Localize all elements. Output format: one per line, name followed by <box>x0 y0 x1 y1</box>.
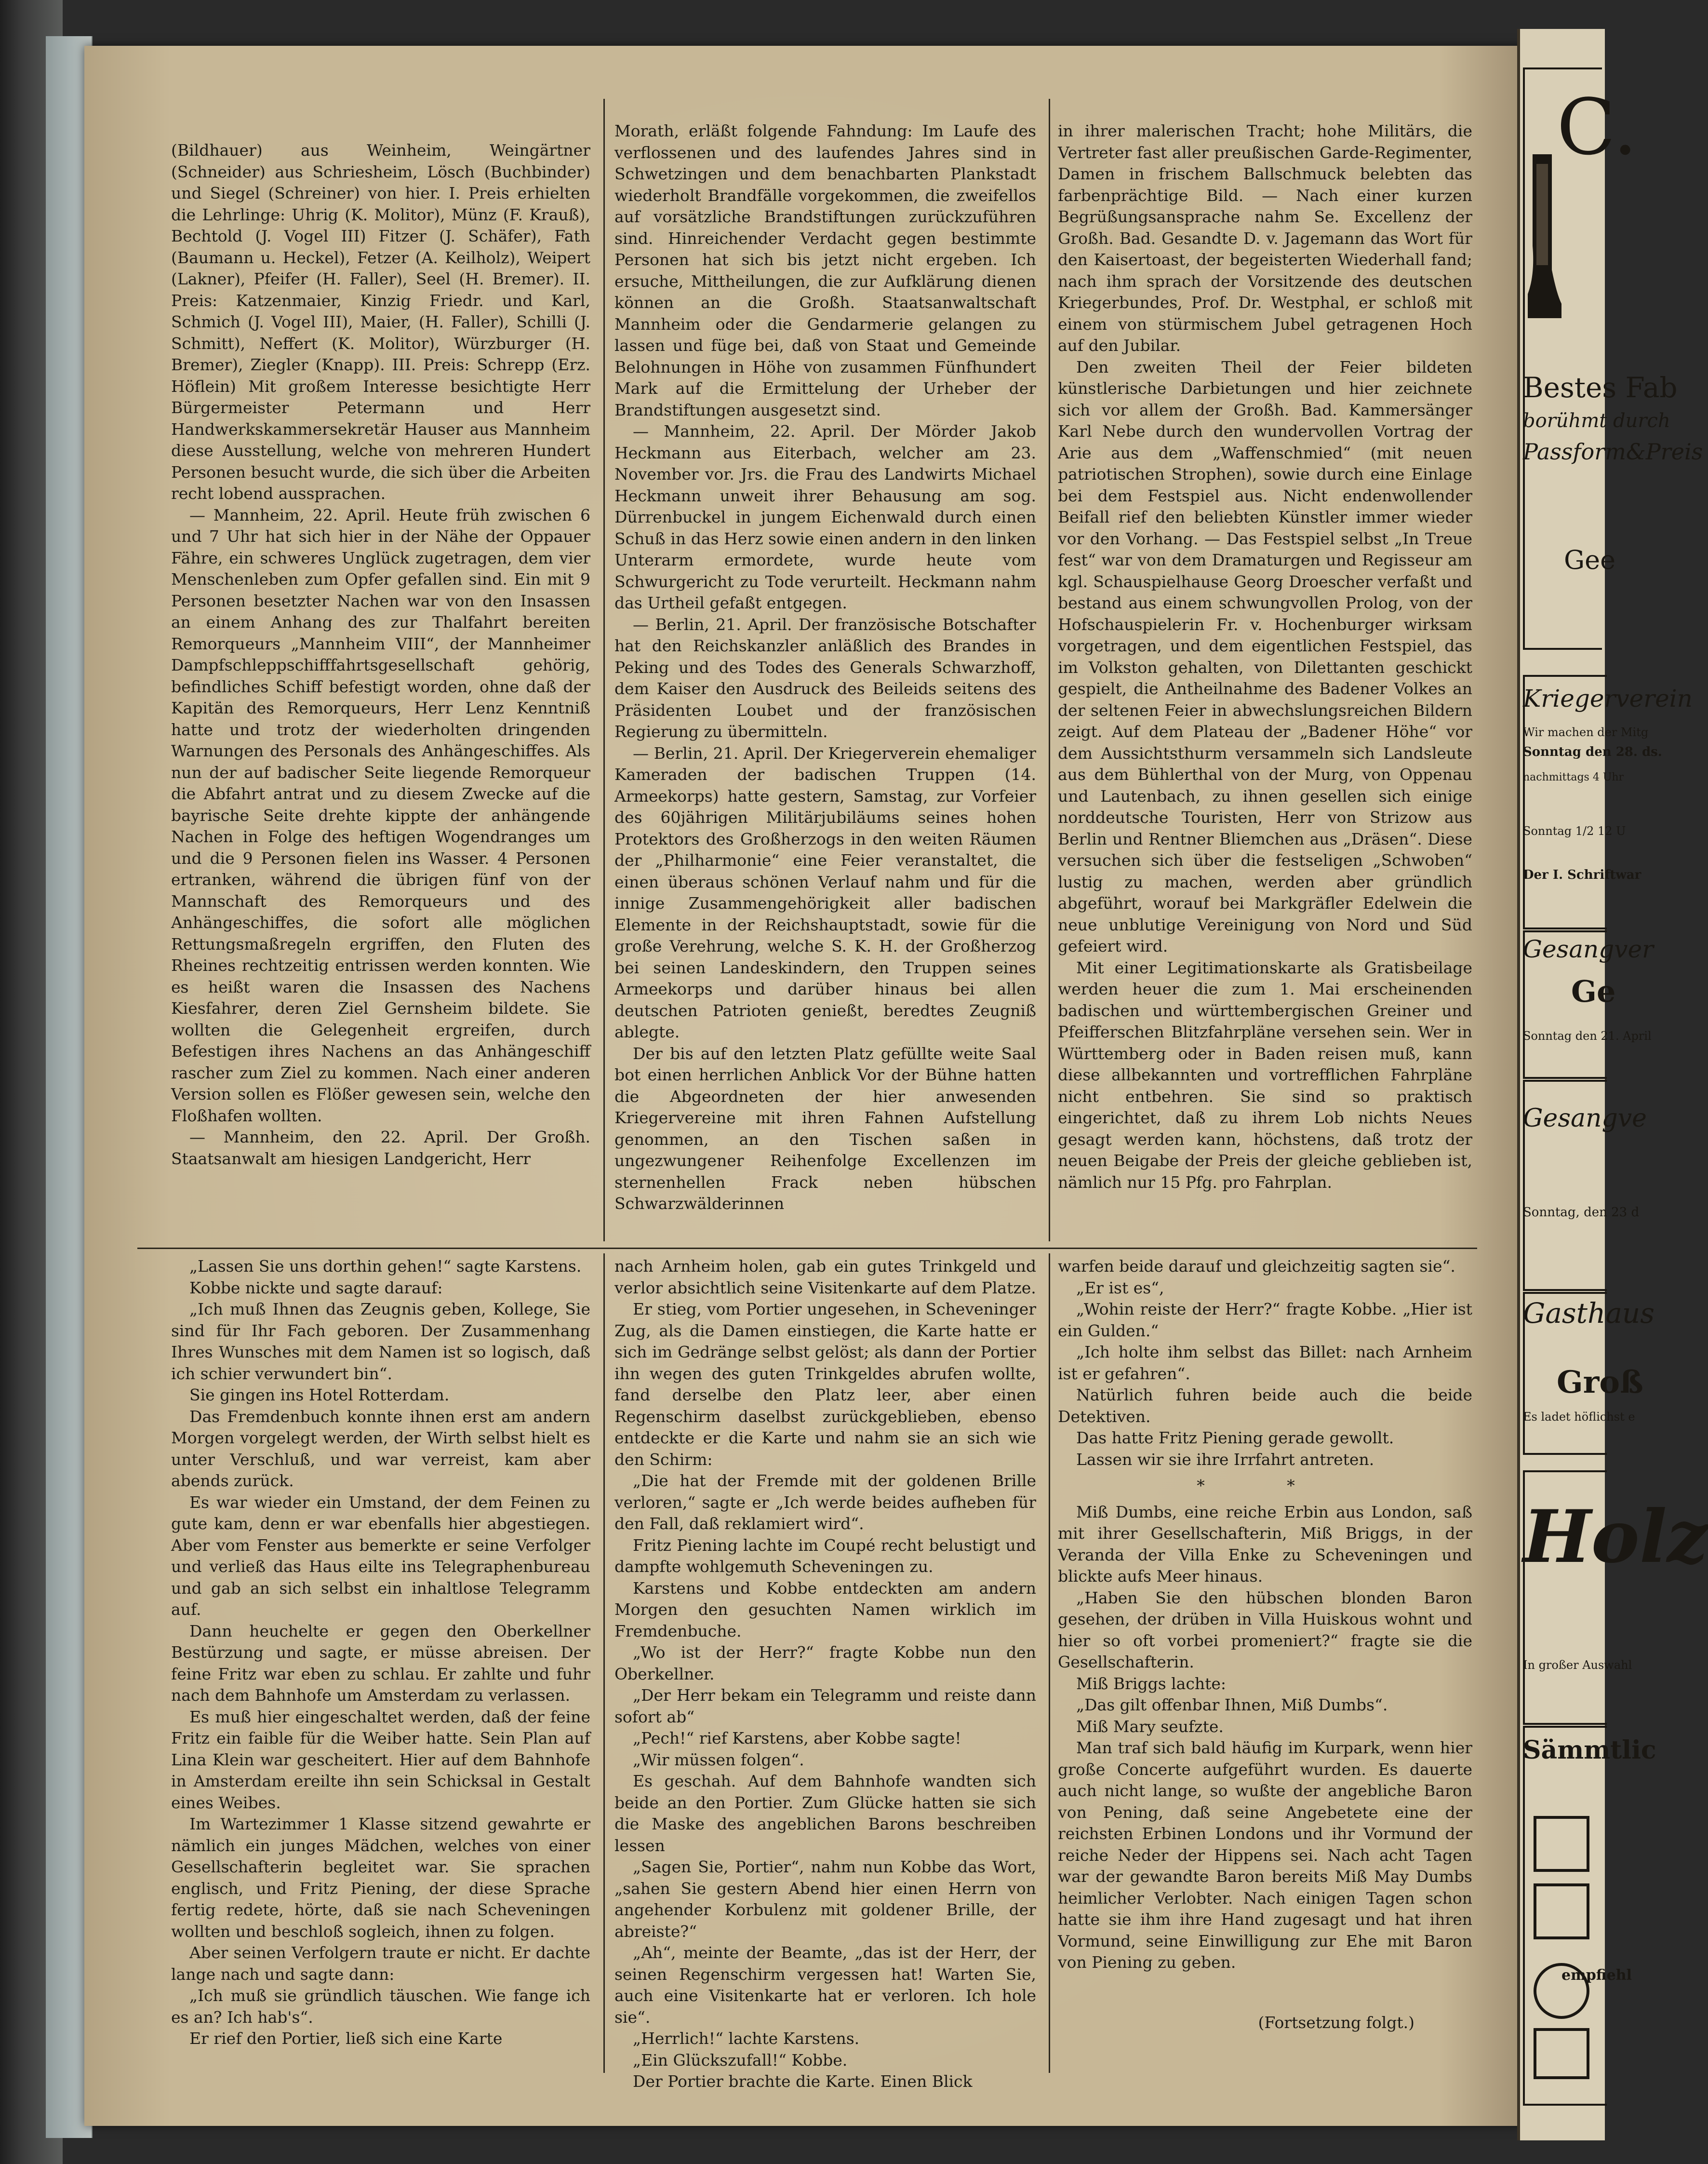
story-paragraph: Natürlich fuhren beide auch die beide Detektiven. <box>1058 1385 1472 1426</box>
ad-text: Sonntag, den 23 d <box>1523 1205 1640 1220</box>
story-paragraph: Lassen wir sie ihre Irrfahrt antreten. <box>1076 1450 1374 1469</box>
story-paragraph: „Haben Sie den hübschen blonden Baron gesehen, der drüben in Villa Huiskous wohnt und hier so oft vorbei promeniert?“ fragte sie die Gesellschafterin. <box>1058 1588 1472 1671</box>
ad-text: Sonntag 1/2 12 U <box>1523 824 1626 838</box>
ad-heading: Gesangve <box>1523 1104 1647 1133</box>
news-paragraph: — Berlin, 21. April. Der französische Botschafter hat den Reichskanzler anläßlich des Brandes in Peking und des Todes des Generals Schwarzhoff, dem Kaiser den Ausdruck des Beileids seitens des Präsidenten Loubet und der französischen Regierung zu übermitteln. <box>614 615 1036 741</box>
story-paragraph: „Sagen Sie, Portier“, nahm nun Kobbe das Wort, „sahen Sie gestern Abend hier einen Herrn von angehender Korbulenz mit goldener Brille, der abreiste?“ <box>614 1857 1036 1941</box>
story-paragraph: „Lassen Sie uns dorthin gehen!“ sagte Karstens. <box>189 1257 582 1276</box>
story-paragraph: Er rief den Portier, ließ sich eine Karte <box>189 2029 503 2048</box>
story-paragraph: „Pech!“ rief Karstens, aber Kobbe sagte! <box>633 1729 961 1747</box>
story-paragraph: Kobbe nickte und sagte darauf: <box>189 1278 443 1297</box>
story-paragraph: Es geschah. Auf dem Bahnhofe wandten sich beide an den Portier. Zum Glücke hatten sie sich die Maske des angeblichen Barons beschreiben lessen <box>614 1772 1036 1855</box>
news-paragraph: — Mannheim, 22. April. Heute früh zwischen 6 und 7 Uhr hat sich hier in der Nähe der Oppauer Fähre, ein schweres Unglück zugetragen, dem vier Menschenleben zum Opfer gefallen sind. Ein mit 9 Personen besetzter Nachen war von den Insassen an einem Anhang des zur Thalfahrt bereiten Remorqueurs „Mannheim VIII“, der Mannheimer Dampfschleppschifffahrtsgesellschaft gehörig, befindliches Schiff befestigt worden, ohne daß der Kapitän des Remorqueurs, Herr Lenz Kenntniß hatte und trotz der wiederholten dringenden Warnungen des Personals des Anhängeschiffes. Als nun der auf badischer Seite liegende Remorqueur die Abfahrt antrat und zu diesem Zwecke auf die bayrische Seite drehte kippte der anhängende Nachen in Folge des heftigen Wogendranges um und die 9 Personen fielen ins Wasser. 4 Personen ertranken, während die übrigen fünf von der Mannschaft des Remorqueurs und des Anhängeschiffes, die sofort alle möglichen Rettungsmaßregeln ergriffen, den Fluten des Rheines rechtzeitig entrissen werden konnten. Wie es heißt waren die Insassen des Nachens Kiesfahrer, deren Ziel Gernsheim bildete. Sie wollten die Gelegenheit ergreifen, durch Befestigen ihres Nachens an das Anhängeschiff rascher zum Ziel zu kommen. Nach einer anderen Version sollen es Flößer gewesen sein, welche den Floßhafen wollten. <box>171 505 590 1125</box>
story-paragraph: Fritz Piening lachte im Coupé recht belustigt und dampfte wohlgemuth Scheveningen zu. <box>614 1535 1036 1576</box>
column-rule-4 <box>1049 1253 1050 2073</box>
story-paragraph: „Ich muß Ihnen das Zeugnis geben, Kollege, Sie sind für Ihr Fach geboren. Der Zusammenhang Ihres Wunsches mit dem Namen ist so logisch, daß ich schier verwundert bin“. <box>171 1300 590 1383</box>
story-paragraph: Sie gingen ins Hotel Rotterdam. <box>189 1385 450 1404</box>
ad-heading: Groß <box>1557 1364 1643 1400</box>
news-paragraph: Den zweiten Theil der Feier bildeten künstlerische Darbietungen und hier zeichnete sich vor allem der Großh. Bad. Kammersänger Karl Nebe durch den wundervollen Vortrag der Arie aus dem „Waffenschmied“ (mit neuen patriotischen Strophen), sowie durch eine Einlage bei dem Festspiel aus. Nicht endenwollender Beifall rief den beliebten Künstler immer wieder vor den Vorhang. — Das Festspiel selbst „In Treue fest“ war von dem Dramaturgen und Regisseur am kgl. Schauspielhause Georg Droescher verfaßt und bestand aus einem schwungvollen Prolog, von der Hofschauspielerin Fr. v. Hochenburger wirksam vorgetragen, und dem eigentlichen Festspiel, das im Volkston gehalten, von Dilettanten geschickt gespielt, die Antheilnahme des Badener Volkes an der seltenen Feier in abwechslungsreichen Bildern zeigt. Auf dem Plateau der „Badener Höhe“ vor dem Aussichtsthurm versammeln sich Landsleute aus dem Bühlerthal von der Murg, von Oppenau und Lautenbach, zu ihnen gesellen sich einige norddeutsche Touristen, Herr von Strizow aus Berlin und Rentner Bliemchen aus „Dräsen“. Diese versuchen sich über die festseligen „Schwoben“ lustig zu machen, werden aber gründlich abgeführt, worauf bei Markgräfler Edelwein die neue unblutige Vereinigung von Nord und Süd gefeiert wird. <box>1058 357 1472 955</box>
ad-heading: Kriegerverein <box>1523 685 1693 712</box>
news-paragraph: in ihrer malerischen Tracht; hohe Militärs, die Vertreter fast aller preußischen Garde-Regimenter, Damen in frischem Ballschmuck belebten das farbenprächtige Bild. — Nach einer kurzen Begrüßungsansprache nahm Se. Excellenz der Großh. Bad. Gesandte D. v. Jagemann das Wort für den Kaisertoast, der begeisterten Wiederhall fand; nach ihm sprach der Vorsitzende des deutschen Kriegerbundes, Prof. Dr. Westphal, er schloß mit einem von stürmischem Jubel getragenen Hoch auf den Jubilar. <box>1058 121 1472 355</box>
ad-text: Gee <box>1564 545 1616 575</box>
news-paragraph: Mit einer Legitimationskarte als Gratisbeilage werden heuer die zum 1. Mai erscheinenden badischen und württembergischen Greiner und Pfeifferschen Blitzfahrpläne versehen sein. Wer in Württemberg oder in Baden reisen muß, kann diese allbekannten und vortrefflichen Fahrpläne nicht entbehren. Sie sind so praktisch eingerichtet, daß zu ihrem Lob nichts Neues gesagt werden kann, höchstens, daß trotz der neuen Beigabe der Preis der gleiche geblieben ist, nämlich nur 15 Pfg. pro Fahrplan. <box>1058 958 1472 1192</box>
story-paragraph: „Er ist es“, <box>1076 1278 1164 1297</box>
news-paragraph: Der bis auf den letzten Platz gefüllte weite Saal bot einen herrlichen Anblick Vor der Bühne hatten die Abgeordneten der hier anwesenden Kriegervereine mit ihren Fahnen Aufstellung genommen, an den Tischen saßen in ungezwungener Reihenfolge Excellenzen im sternenhellen Frack neben hübschen Schwarzwälderinnen <box>614 1044 1036 1213</box>
ad-heading: Sämmtlic <box>1523 1735 1656 1765</box>
ad-text: Wir machen der Mitg <box>1523 726 1649 739</box>
story-paragraph: „Ein Glückszufall!“ Kobbe. <box>633 2050 848 2070</box>
news-paragraph: — Mannheim, den 22. April. Der Großh. Staatsanwalt am hiesigen Landgericht, Herr <box>171 1128 590 1168</box>
story-paragraph: Er stieg, vom Portier ungesehen, in Scheveninger Zug, als die Damen einstiegen, die Karte hatte er sich im Gedränge selbst gelöst; als dann der Portier ihn wegen des guten Trinkgeldes abrufen wollte, fand derselbe den Platz leer, aber einen Regenschirm daselbst zurückgeblieben, ebenso entdeckte er die Karte und nahm sie an sich wie den Schirm: <box>614 1300 1036 1469</box>
story-column-2 <box>614 1256 1036 2091</box>
story-paragraph: „Wir müssen folgen“. <box>633 1750 804 1769</box>
story-paragraph: Es muß hier eingeschaltet werden, daß der feine Fritz ein faible für die Weiber hatte. Sein Plan auf Lina Klein war gescheitert. Hier auf dem Bahnhofe in Amsterdam ereilte ihn sein Schicksal in Gestalt eines Weibes. <box>171 1707 590 1812</box>
story-paragraph: Dann heuchelte er gegen den Oberkellner Bestürzung und sagte, er müsse abreisen. Der feine Fritz war eben zu schlau. Er zahlte und fuhr nach dem Bahnhofe um Amsterdam zu verlassen. <box>171 1621 590 1705</box>
ad-text: empfiehl <box>1561 1967 1632 1984</box>
ad-text: Sonntag den 21. April <box>1523 1029 1652 1043</box>
news-paragraph: (Bildhauer) aus Weinheim, Weingärtner (Schneider) aus Schriesheim, Lösch (Buchbinder) und Siegel (Schreiner) von hier. I. Preis erhielten die Lehrlinge: Uhrig (K. Molitor), Münz (F. Krauß), Bechtold (J. Vogel III) Fitzer (J. Schäfer), Fath (Baumann u. Heckel), Fetzer (A. Keilholz), Weipert (Lakner), Pfeifer (H. Faller), Seel (H. Bremer). II. Preis: Katzenmaier, Kinzig Friedr. und Karl, Schmich (J. Vogel III), Maier, (H. Faller), Schilli (J. Schmitt), Neffert (K. Molitor), Würzburger (H. Bremer), Ziegler (Knapp). III. Preis: Schrepp (Erz. Höflein) Mit großem Interesse besichtigte Herr Bürgermeister Petermann und Herr Handwerkskammersekretär Hauser aus Mannheim diese Ausstellung, welche von mehreren Hundert Personen besucht wurde, die sich über die Arbeiten recht lobend aussprachen. <box>171 141 590 503</box>
ad-text: nachmittags 4 Uhr <box>1523 771 1624 783</box>
ad-box-verein <box>1523 675 1607 929</box>
ad-text: Bestes Fab <box>1523 371 1678 404</box>
ad-heading: Gesangver <box>1523 935 1654 963</box>
story-paragraph: „Die hat der Fremde mit der goldenen Brille verloren,“ sagte er „Ich werde beides aufheben für den Fall, daß reklamiert wird“. <box>614 1471 1036 1533</box>
ad-heading: Ge <box>1571 974 1616 1009</box>
story-paragraph: Der Portier brachte die Karte. Einen Blick <box>633 2072 973 2091</box>
column-rule-3 <box>603 1253 605 2073</box>
ad-text: Sonntag den 28. ds. <box>1523 745 1662 759</box>
story-column-1 <box>171 1256 590 2070</box>
news-paragraph: — Mannheim, 22. April. Der Mörder Jakob Heckmann aus Eiterbach, welcher am 23. November vor. Jrs. die Frau des Landwirts Michael Heckmann unweit ihrer Behausung am sog. Dürrenbuckel in jungem Eichenwald durch einen Schuß in das Herz sowie einen andern in den linken Unterarm ermordete, wurde heute vom Schwurgericht zu Tode verurteilt. Heckmann nahm das Urtheil gefaßt entgegen. <box>614 422 1036 612</box>
ad-text: Der I. Schriftwar <box>1523 868 1641 882</box>
story-paragraph: „Wo ist der Herr?“ fragte Kobbe nun den Oberkellner. <box>614 1643 1036 1683</box>
story-paragraph: Es war wieder ein Umstand, der dem Feinen zu gute kam, denn er war ebenfalls hier abgestiegen. Aber vom Fenster aus bemerkte er seine Verfolger und verließ das Haus eilte ins Telegraphenbureau und gab an sich selbst ein inhaltlose Telegramm auf. <box>171 1492 590 1619</box>
story-paragraph: Im Wartezimmer 1 Klasse sitzend gewahrte er nämlich ein junges Mädchen, welches von einer Gesellschafterin begleitet war. Sie sprachen englisch, und Fritz Piening, der diese Sprache fertig redete, hörte, daß sie nach Scheveningen wollten und beschloß sogleich, ihnen zu folgen. <box>171 1815 590 1941</box>
story-paragraph: „Herrlich!“ lachte Karstens. <box>633 2029 860 2048</box>
story-paragraph: Miß Mary seufzte. <box>1076 1717 1224 1736</box>
ad-text: Es ladet höflichst e <box>1523 1410 1635 1424</box>
news-paragraph: Morath, erläßt folgende Fahndung: Im Laufe des verflossenen und des laufendes Jahres sind in Schwetzingen und dem benachbarten Plankstadt wiederholt Brandfälle vorgekommen, die zweifellos auf vorsätzliche Brandstiftungen zurückzuführen sind. Hinreichender Verdacht gegen bestimmte Personen hat sich bis jetzt nicht ergeben. Ich ersuche, Mittheilungen, die zur Aufklärung dienen können an die Großh. Staatsanwaltschaft Mannheim oder die Gendarmerie gelangen zu lassen und füge bei, daß von Staat und Gemeinde Belohnungen in Höhe von zusammen Fünfhundert Mark auf die Ermittelung der Urheber der Brandstiftungen ausgesetzt sind. <box>614 121 1036 419</box>
news-column-1 <box>171 140 590 1246</box>
column-rule-1 <box>603 99 605 1241</box>
story-paragraph: Miß Briggs lachte: <box>1076 1674 1227 1693</box>
boot-illustration <box>1523 149 1561 323</box>
ad-text: In großer Auswahl <box>1523 1658 1632 1672</box>
story-paragraph: Miß Dumbs, eine reiche Erbin aus London, saß mit ihrer Gesellschafterin, Miß Briggs, in der Veranda der Villa Enke zu Scheveningen und blickte aufs Meer hinaus. <box>1058 1502 1472 1586</box>
story-paragraph: Aber seinen Verfolgern traute er nicht. Er dachte lange nach und sagte dann: <box>171 1943 590 1984</box>
story-paragraph: warfen beide darauf und gleichzeitig sagten sie“. <box>1058 1257 1455 1276</box>
ad-heading: Holz <box>1523 1494 1708 1579</box>
story-paragraph: „Ich muß sie gründlich täuschen. Wie fange ich es an? Ich hab's“. <box>171 1986 590 2027</box>
story-paragraph: Karstens und Kobbe entdeckten am andern Morgen den gesuchten Namen wirklich im Fremdenbuche. <box>614 1578 1036 1640</box>
story-paragraph: „Das gilt offenbar Ihnen, Miß Dumbs“. <box>1076 1695 1388 1714</box>
story-paragraph: „Der Herr bekam ein Telegramm und reiste dann sofort ab“ <box>614 1686 1036 1726</box>
ornament-icon <box>1530 1813 1593 2083</box>
news-column-2 <box>614 121 1036 1246</box>
story-paragraph: nach Arnheim holen, gab ein gutes Trinkgeld und verlor absichtlich seine Visitenkarte auf dem Platze. <box>614 1257 1036 1297</box>
section-divider <box>137 1248 1477 1249</box>
story-paragraph: „Ah“, meinte der Beamte, „das ist der Herr, der seinen Regenschirm vergessen hat! Warten Sie, auch eine Visitenkarte hat er verloren. Ich hole sie“. <box>614 1943 1036 2027</box>
story-paragraph: „Ich holte ihm selbst das Billet: nach Arnheim ist er gefahren“. <box>1058 1343 1472 1383</box>
news-column-3 <box>1058 121 1472 1246</box>
ad-text: Passform&Preis <box>1523 439 1703 465</box>
column-rule-2 <box>1049 99 1050 1241</box>
story-paragraph: Das hatte Fritz Piening gerade gewollt. <box>1076 1428 1394 1447</box>
story-paragraph: „Wohin reiste der Herr?“ fragte Kobbe. „Hier ist ein Gulden.“ <box>1058 1300 1472 1340</box>
ad-letter: C. <box>1557 82 1638 172</box>
story-column-3 <box>1058 1256 1472 2070</box>
news-paragraph: — Berlin, 21. April. Der Kriegerverein ehemaliger Kameraden der badischen Truppen (14. Armeekorps) hatte gestern, Samstag, zur Vorfeier des 60jährigen Militärjubiläums seines hohen Protektors des Großherzogs in den weiten Räumen der „Philharmonie“ eine Feier veranstaltet, die einen überaus schönen Verlauf nahm und für die innige Zusammengehörigkeit aller badischen Elemente in der Reichshauptstadt, sowie für die große Verehrung, welche S. K. H. der Großherzog bei seinen Landeskindern, den Truppen seines Armeekorps und darüber hinaus bei allen deutschen Patrioten genießt, beredtes Zeugniß ablegte. <box>614 743 1036 1041</box>
ad-heading: Gasthaus <box>1523 1297 1655 1330</box>
ad-text: borühmt durch <box>1523 410 1670 432</box>
story-paragraph: Das Fremdenbuch konnte ihnen erst am andern Morgen vorgelegt werden, der Wirth selbst hielt es unter Verschluß, und war verreist, kam aber abends zurück. <box>171 1407 590 1490</box>
section-asterisks: * * <box>1197 1476 1334 1495</box>
to-be-continued: (Fortsetzung folgt.) <box>1258 2013 1414 2032</box>
story-paragraph: Man traf sich bald häufig im Kurpark, wenn hier große Concerte aufgeführt wurden. Es dauerte auch nicht lange, so wußte der angebliche Baron von Pening, daß seine Angebetete eine der reichsten Erbinen Londons und ihr Vormund der reiche Neder der Hippens sei. Nach acht Tagen war der gewandte Baron bereits Miß May Dumbs heimlicher Verlobter. Nach einigen Tagen schon hatte sie ihm ihre Hand zugesagt und hat ihren Vormund, seine Einwilligung zur Ehe mit Baron von Piening zu geben. <box>1058 1738 1472 1972</box>
